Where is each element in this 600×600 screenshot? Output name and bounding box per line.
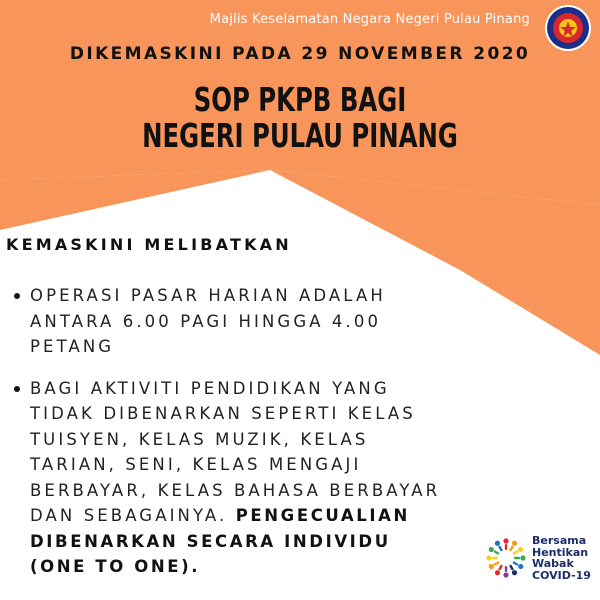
section-heading: KEMASKINI MELIBATKAN (6, 235, 292, 254)
list-item (10, 376, 450, 580)
slogan-line-1: Bersama (532, 534, 587, 547)
slogan-line-2: Hentikan (532, 545, 589, 559)
title-line-1: SOP PKPB BAGI (193, 80, 407, 119)
slogan-line-3: Wabak (532, 557, 574, 570)
list-item-text: OPERASI PASAR HARIAN ADALAH ANTARA 6.00 PAGI HINGGA 4.00 PETANG (30, 286, 386, 356)
campaign-badge (478, 528, 594, 586)
title-line-2: NEGERI PULAU PINANG (142, 116, 458, 155)
list-item-text: BAGI AKTIVITI PENDIDIKAN YANG TIDAK DIBENARKAN SEPERTI KELAS TUISYEN, KELAS MUZIK, KELAS TARIAN, SENI, KELAS MENGAJI BERBAYAR, KELAS BAHASA BERBAYAR DAN SEBAGAINYA. (30, 378, 441, 525)
sunburst-people-icon (484, 536, 528, 580)
update-notice: DIKEMASKINI PADA 29 NOVEMBER 2020 (69, 44, 531, 64)
page-title (54, 82, 546, 154)
list-item (10, 283, 450, 360)
exception-note: PENGECUALIAN DIBENARKAN SECARA INDIVIDU (ONE TO ONE). (30, 506, 410, 576)
campaign-slogan (532, 535, 591, 581)
organization-name: Majlis Keselamatan Negara Negeri Pulau Pinang (209, 12, 530, 27)
update-list (10, 283, 450, 596)
slogan-line-4: COVID-19 (532, 568, 591, 582)
